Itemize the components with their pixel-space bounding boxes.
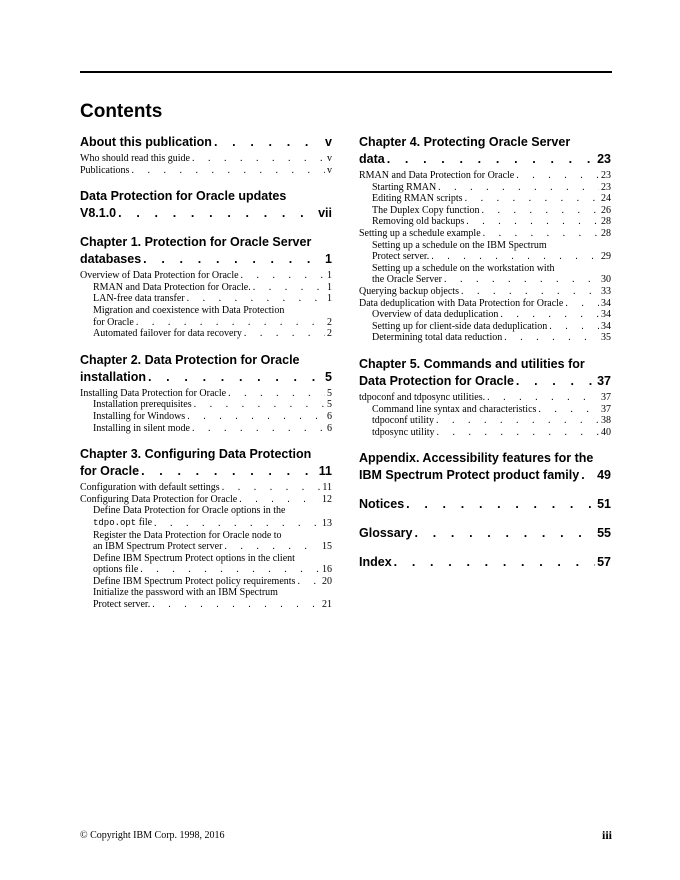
toc-page: 37 [597, 373, 611, 388]
toc-entry[interactable]: Querying backup objects . . . 33 [359, 286, 611, 298]
toc-page: 23 [601, 170, 611, 181]
toc-group-chapter-1 [80, 234, 332, 340]
toc-page: 2 [327, 316, 332, 328]
copyright-notice: © Copyright IBM Corp. 1998, 2016 [80, 830, 225, 841]
toc-page: 1 [327, 270, 332, 282]
toc-entry[interactable]: Register the Data Protection for Oracle node to an IBM Spectrum Protect server . . . 15 [80, 530, 332, 553]
toc-group-index [359, 554, 611, 571]
toc-page: 5 [325, 369, 332, 384]
toc-page: 37 [601, 391, 611, 403]
page-number: iii [601, 828, 612, 842]
toc-page: 6 [327, 422, 332, 434]
toc-entry[interactable]: Define IBM Spectrum Protect policy requirements . . . 20 [80, 576, 332, 588]
toc-page: 6 [327, 410, 332, 422]
toc-page: 13 [322, 517, 332, 529]
toc-page: 1 [327, 293, 332, 305]
toc-entry[interactable]: Command line syntax and characteristics . . . 37 [359, 404, 611, 416]
toc-heading-chapter-1[interactable]: Chapter 1. Protection for Oracle Server databases . . . 1 [80, 234, 332, 268]
toc-entry[interactable]: Overview of data deduplication . . . 34 [359, 309, 611, 321]
toc-entry[interactable]: RMAN and Data Protection for Oracle . . . 23 [359, 170, 611, 182]
toc-heading-chapter-5[interactable]: Chapter 5. Commands and utilities for Data Protection for Oracle . . . 37 [359, 356, 611, 390]
toc-heading-appendix[interactable]: Appendix. Accessibility features for the IBM Spectrum Protect product family . . . 49 [359, 450, 611, 484]
toc-page: 23 [601, 181, 611, 193]
toc-entry[interactable]: tdpoconf and tdposync utilities. . . . 37 [359, 392, 611, 404]
toc-page: 16 [322, 564, 332, 576]
toc-heading-chapter-4[interactable]: Chapter 4. Protecting Oracle Server data . . . 23 [359, 134, 611, 168]
toc-page: 34 [601, 297, 611, 309]
toc-page: 28 [601, 216, 611, 228]
toc-page: 55 [597, 526, 611, 541]
toc-heading-index[interactable]: Index . . . 57 [359, 554, 611, 571]
toc-entry[interactable]: tdpoconf utility . . . 38 [359, 415, 611, 427]
toc-heading-notices[interactable]: Notices . . . 51 [359, 496, 611, 513]
toc-entry[interactable]: Installation prerequisites . . . 5 [80, 399, 332, 411]
toc-page: 34 [601, 309, 611, 321]
toc-right-column [359, 134, 611, 583]
toc-page: 28 [601, 227, 611, 239]
toc-page: v [327, 164, 332, 176]
toc-entry[interactable]: Setting up a schedule example . . . 28 [359, 228, 611, 240]
toc-heading-about[interactable]: About this publication . . . v [80, 134, 332, 151]
toc-page: 26 [601, 204, 611, 216]
toc-group-updates [80, 188, 332, 222]
toc-page: 15 [322, 541, 332, 553]
toc-page: 40 [601, 426, 611, 438]
toc-entry[interactable]: Installing for Windows . . . 6 [80, 411, 332, 423]
toc-group-chapter-5 [359, 356, 611, 438]
toc-group-about [80, 134, 332, 176]
toc-page: 21 [322, 599, 332, 611]
toc-entry[interactable]: Setting up a schedule on the workstation with the Oracle Server . . . 30 [359, 263, 611, 286]
toc-page: v [325, 135, 332, 149]
toc-group-chapter-4 [359, 134, 611, 344]
toc-group-appendix [359, 450, 611, 484]
toc-entry[interactable]: Overview of Data Protection for Oracle . . . 1 [80, 270, 332, 282]
toc-page: 12 [322, 493, 332, 505]
header-rule [80, 71, 612, 73]
toc-page: 37 [601, 403, 611, 415]
toc-heading-glossary[interactable]: Glossary . . . 55 [359, 525, 611, 542]
toc-page: 5 [327, 399, 332, 411]
page-title: Contents [80, 101, 163, 122]
toc-page: v [327, 153, 332, 164]
toc-entry[interactable]: Starting RMAN . . . 23 [359, 182, 611, 194]
toc-page: 11 [322, 482, 332, 494]
code-term: tdpo.opt [93, 517, 137, 528]
toc-page: 11 [318, 464, 332, 479]
toc-group-chapter-2 [80, 352, 332, 434]
toc-page: 2 [327, 328, 332, 340]
toc-entry[interactable]: Installing in silent mode . . . 6 [80, 423, 332, 435]
toc-group-glossary [359, 525, 611, 542]
toc-entry[interactable]: Determining total data reduction . . . 35 [359, 332, 611, 344]
toc-entry[interactable]: Who should read this guide . . . v [80, 153, 332, 165]
toc-left-column [80, 134, 332, 623]
toc-entry[interactable]: Installing Data Protection for Oracle . . . 5 [80, 388, 332, 400]
toc-entry[interactable]: Setting up a schedule on the IBM Spectrum Protect server. . . . 29 [359, 240, 611, 263]
toc-page: 29 [601, 251, 611, 263]
toc-page: 20 [322, 575, 332, 587]
toc-entry[interactable]: The Duplex Copy function . . . 26 [359, 205, 611, 217]
toc-entry[interactable]: Publications . . . v [80, 165, 332, 177]
toc-entry[interactable]: Removing old backups . . . 28 [359, 216, 611, 228]
toc-page: vii [318, 206, 332, 221]
toc-entry[interactable]: LAN-free data transfer . . . 1 [80, 293, 332, 305]
toc-entry[interactable]: Define Data Protection for Oracle options in the tdpo.opt file . . . 13 [80, 505, 332, 529]
toc-page: 33 [601, 285, 611, 297]
toc-group-notices [359, 496, 611, 513]
toc-heading-chapter-2[interactable]: Chapter 2. Data Protection for Oracle installation . . . 5 [80, 352, 332, 386]
toc-entry[interactable]: Editing RMAN scripts . . . 24 [359, 193, 611, 205]
toc-page: 1 [327, 281, 332, 293]
toc-page: 34 [601, 320, 611, 332]
toc-page: 5 [327, 387, 332, 399]
toc-page: 51 [597, 497, 611, 512]
toc-page: 1 [325, 252, 332, 267]
toc-page: 35 [601, 332, 611, 344]
toc-entry[interactable]: Setting up for client-side data deduplication . . . 34 [359, 321, 611, 333]
toc-page: 57 [597, 555, 611, 570]
toc-entry[interactable]: Configuration with default settings . . . 11 [80, 482, 332, 494]
toc-entry[interactable]: tdposync utility . . . 40 [359, 427, 611, 439]
toc-entry[interactable]: Define IBM Spectrum Protect options in the client options file . . . 16 [80, 553, 332, 576]
toc-entry[interactable]: Data deduplication with Data Protection for Oracle . . . 34 [359, 298, 611, 310]
toc-entry[interactable]: Initialize the password with an IBM Spectrum Protect server. . . . 21 [80, 587, 332, 610]
toc-entry[interactable]: Automated failover for data recovery . . . 2 [80, 328, 332, 340]
toc-group-chapter-3 [80, 446, 332, 611]
toc-entry[interactable]: RMAN and Data Protection for Oracle. . . . 1 [80, 282, 332, 294]
toc-entry[interactable]: Migration and coexistence with Data Protection for Oracle . . . 2 [80, 305, 332, 328]
toc-page: 24 [601, 193, 611, 205]
toc-page: 30 [601, 274, 611, 286]
toc-heading-chapter-3[interactable]: Chapter 3. Configuring Data Protection for Oracle . . . 11 [80, 446, 332, 480]
toc-entry[interactable]: Configuring Data Protection for Oracle . . . 12 [80, 494, 332, 506]
toc-page: 23 [597, 152, 611, 166]
toc-heading-updates[interactable]: Data Protection for Oracle updates V8.1.0 . . . vii [80, 188, 332, 222]
toc-page: 38 [601, 415, 611, 427]
toc-page: 49 [597, 468, 611, 483]
